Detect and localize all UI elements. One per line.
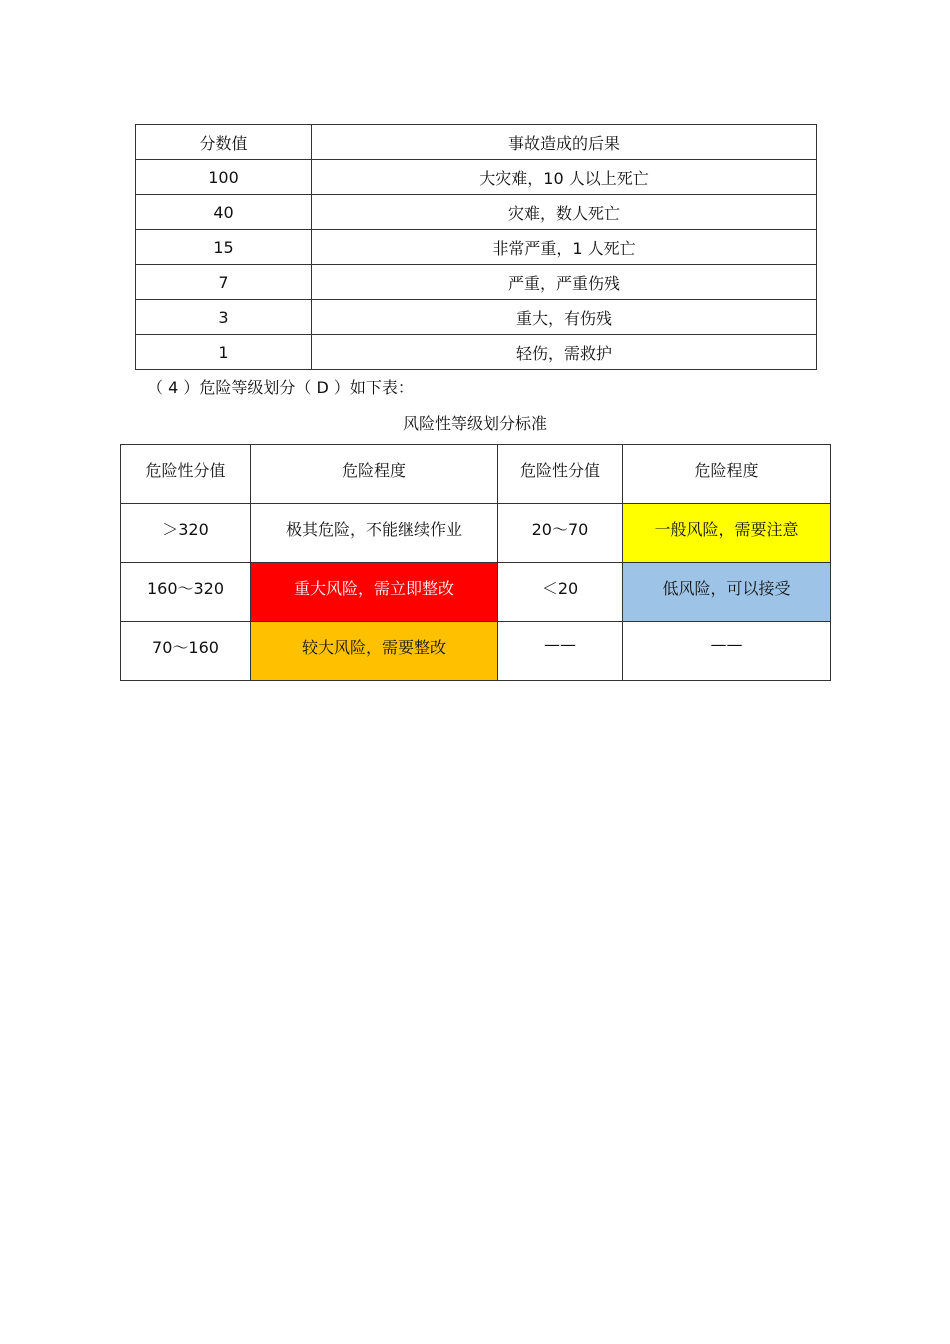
risk-score-cell: ＞320	[121, 504, 251, 563]
consequence-cell: 重大，有伤残	[312, 300, 817, 335]
consequence-cell: 非常严重，1 人死亡	[312, 230, 817, 265]
risk-degree-major: 重大风险，需立即整改	[251, 563, 498, 622]
table-row	[136, 265, 817, 300]
table-header-row	[136, 125, 817, 160]
risk-score-cell: 70～160	[121, 622, 251, 681]
risk-score-cell: 160～320	[121, 563, 251, 622]
table-row	[136, 335, 817, 370]
consequence-cell: 轻伤，需救护	[312, 335, 817, 370]
risk-degree-general: 一般风险，需要注意	[623, 504, 831, 563]
header-risk-degree: 危险程度	[623, 445, 831, 504]
score-cell: 3	[136, 300, 312, 335]
consequence-cell: 灾难，数人死亡	[312, 195, 817, 230]
risk-level-note: （ 4 ）危险等级划分（ D ）如下表：	[147, 378, 414, 397]
risk-degree-low: 低风险，可以接受	[623, 563, 831, 622]
header-risk-score: 危险性分值	[121, 445, 251, 504]
score-cell: 7	[136, 265, 312, 300]
table-row	[121, 504, 831, 563]
score-cell: 100	[136, 160, 312, 195]
table-row	[121, 622, 831, 681]
table-header-row	[121, 445, 831, 504]
risk-table-caption: 风险性等级划分标准	[402, 414, 547, 433]
risk-score-cell: ＜20	[498, 563, 623, 622]
table-row	[136, 300, 817, 335]
consequence-cell: 严重，严重伤残	[312, 265, 817, 300]
header-consequence: 事故造成的后果	[312, 125, 817, 160]
consequence-table	[135, 124, 817, 370]
risk-level-table	[120, 444, 831, 681]
score-cell: 15	[136, 230, 312, 265]
header-risk-degree: 危险程度	[251, 445, 498, 504]
empty-dash-cell: ——	[623, 622, 831, 681]
consequence-cell: 大灾难，10 人以上死亡	[312, 160, 817, 195]
table-row	[136, 195, 817, 230]
score-cell: 40	[136, 195, 312, 230]
empty-dash-cell: ——	[498, 622, 623, 681]
risk-degree-cell: 极其危险，不能继续作业	[251, 504, 498, 563]
risk-score-cell: 20～70	[498, 504, 623, 563]
table-row	[136, 160, 817, 195]
table-row	[136, 230, 817, 265]
table-row	[121, 563, 831, 622]
risk-degree-significant: 较大风险，需要整改	[251, 622, 498, 681]
header-score: 分数值	[136, 125, 312, 160]
score-cell: 1	[136, 335, 312, 370]
header-risk-score: 危险性分值	[498, 445, 623, 504]
